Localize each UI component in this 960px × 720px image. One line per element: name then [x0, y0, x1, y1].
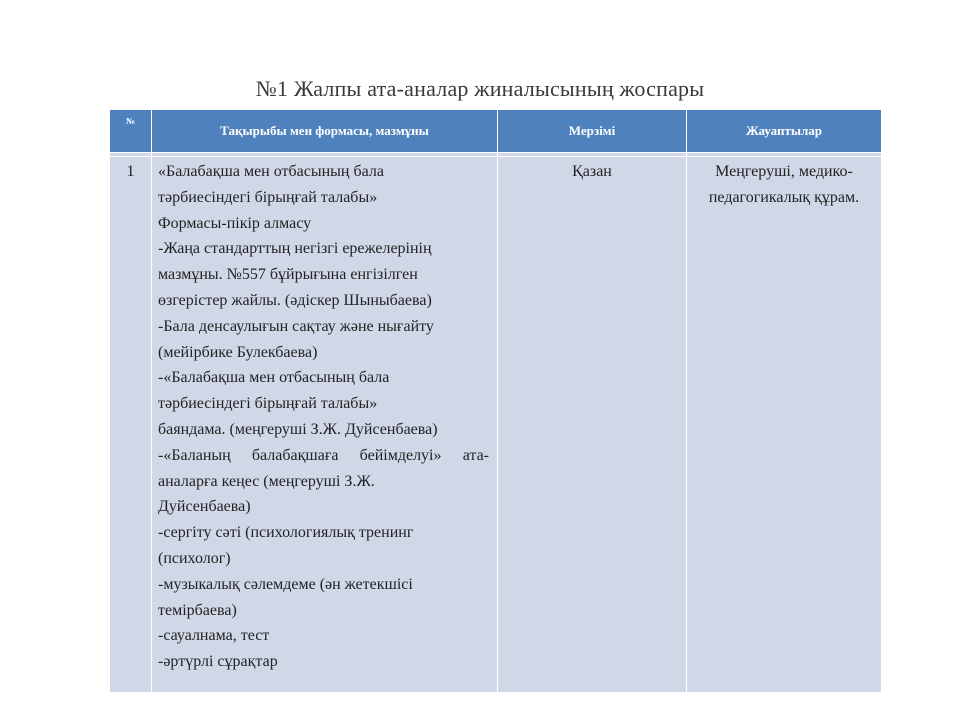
content-line: тәрбиесіндегі бірыңғай талабы»: [158, 395, 378, 413]
page-title: №1 Жалпы ата-аналар жиналысының жоспары: [255, 76, 705, 101]
content-line: -Бала денсаулығын сақтау және нығайту: [158, 317, 434, 335]
content-line: темірбаева): [158, 601, 237, 619]
content-line: -музыкалық сәлемдеме (ән жетекшісі: [158, 575, 413, 593]
header-topic: Тақырыбы мен формасы, мазмұны: [152, 110, 498, 153]
content-line: тәрбиесіндегі бірыңғай талабы»: [158, 188, 378, 206]
content-line: -сергіту сәті (психологиялық тренинг: [158, 524, 414, 542]
content-line: (мейірбике Булекбаева): [158, 343, 318, 361]
content-line: аналарға кеңес (меңгеруші З.Ж.: [158, 472, 375, 490]
responsible-line: педагогикалық құрам.: [708, 188, 860, 206]
table-row: [110, 157, 882, 693]
header-number: №: [110, 110, 152, 153]
row-number: 1: [110, 157, 152, 693]
header-responsible: Жауаптылар: [687, 110, 882, 153]
content-line: «Балабақша мен отбасының бала: [158, 163, 384, 180]
content-line: -сауалнама, тест: [158, 627, 270, 645]
content-line: Формасы-пікір алмасу: [158, 214, 312, 232]
row-date: Қазан: [498, 157, 687, 693]
content-line: -әртүрлі сұрақтар: [158, 653, 278, 671]
content-line: өзгерістер жайлы. (әдіскер Шыныбаева): [158, 291, 432, 309]
content-line: -Жаңа стандарттың негізгі ережелерінің: [158, 240, 432, 258]
table-header-row: [110, 110, 882, 153]
content-line: баяндама. (меңгеруші З.Ж. Дуйсенбаева): [158, 420, 438, 438]
content-line: -«Балабақша мен отбасының бала: [158, 369, 390, 387]
responsible-line: Меңгеруші, медико-: [715, 163, 853, 180]
meeting-plan-table: [109, 109, 882, 693]
header-date: Мерзімі: [498, 110, 687, 153]
content-line: Дуйсенбаева): [158, 498, 251, 516]
row-content: [152, 157, 498, 693]
content-line: (психолог): [158, 549, 231, 567]
content-line: мазмұны. №557 бұйрығына енгізілген: [158, 266, 418, 284]
row-responsible: [687, 157, 882, 693]
content-line: -«Баланың балабақшаға бейімделуі» ата-: [158, 446, 489, 464]
